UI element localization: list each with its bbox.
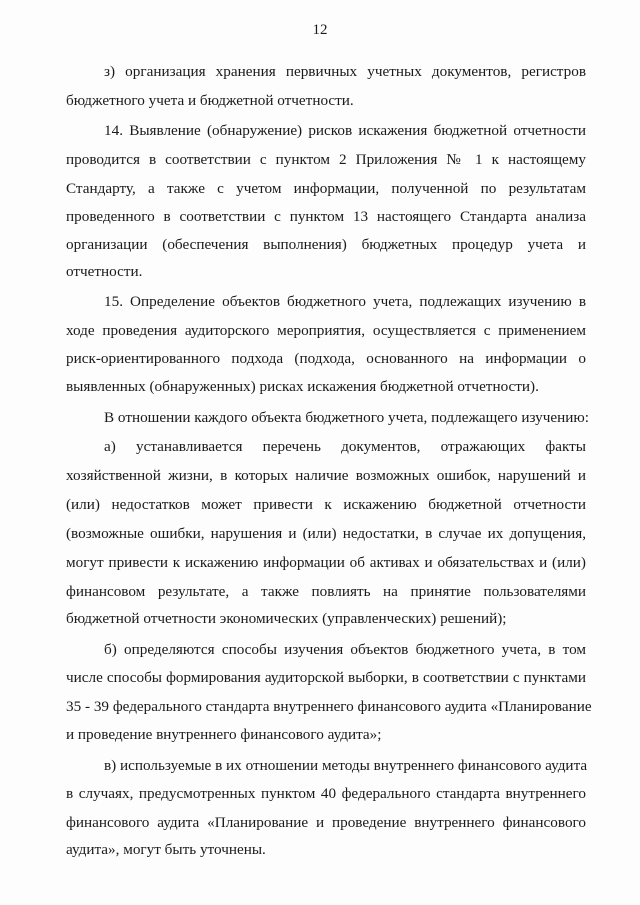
text-line: проводится в соответствии с пунктом 2 Приложения № 1 к настоящему (66, 151, 586, 168)
text-line: аудита», могут быть уточнены. (66, 841, 266, 858)
text-line: хозяйственной жизни, в которых наличие возможных ошибок, нарушений и (66, 467, 586, 484)
text-line: 15. Определение объектов бюджетного учета, подлежащих изучению в (104, 293, 586, 310)
text-line: В отношении каждого объекта бюджетного учета, подлежащего изучению: (104, 409, 589, 426)
text-line: бюджетного учета и бюджетной отчетности. (66, 92, 354, 109)
text-line: организации (обеспечения выполнения) бюджетных процедур учета и (66, 236, 586, 253)
text-line: риск-ориентированного подхода (подхода, основанного на информации о (66, 350, 586, 367)
text-line: бюджетной отчетности экономических (управленческих) решений); (66, 610, 507, 627)
page-number: 12 (312, 22, 328, 38)
text-line: отчетности. (66, 263, 143, 280)
text-line: ходе проведения аудиторского мероприятия, осуществляется с применением (66, 322, 586, 339)
text-line: числе способы формирования аудиторской выборки, в соответствии с пунктами (66, 669, 586, 686)
text-line: Стандарту, а также с учетом информации, полученной по результатам (66, 180, 586, 197)
text-line: а) устанавливается перечень документов, отражающих факты (104, 438, 586, 455)
text-line: (возможные ошибки, нарушения и (или) недостатки, в случае их допущения, (66, 525, 586, 542)
text-line: (или) недостатков может привести к искажению бюджетной отчетности (66, 496, 586, 513)
text-line: и проведение внутреннего финансового аудита»; (66, 726, 382, 743)
text-line: з) организация хранения первичных учетных документов, регистров (104, 63, 586, 80)
text-line: 14. Выявление (обнаружение) рисков искажения бюджетной отчетности (104, 122, 586, 139)
text-line: проведенного в соответствии с пунктом 13 настоящего Стандарта анализа (66, 208, 586, 225)
text-line: могут привести к искажению информации об активах и обязательствах и (или) (66, 554, 586, 571)
text-line: в случаях, предусмотренных пунктом 40 федерального стандарта внутреннего (66, 785, 586, 802)
text-line: финансового аудита «Планирование и проведение внутреннего финансового (66, 814, 586, 831)
text-line: 35 - 39 федерального стандарта внутреннего финансового аудита «Планирование (66, 698, 592, 715)
text-line: финансовом результате, а также повлиять на принятие пользователями (66, 583, 586, 600)
text-line: б) определяются способы изучения объектов бюджетного учета, в том (104, 641, 586, 658)
text-line: в) используемые в их отношении методы внутреннего финансового аудита (104, 757, 588, 774)
text-line: выявленных (обнаруженных) рисках искажения бюджетной отчетности). (66, 378, 539, 395)
